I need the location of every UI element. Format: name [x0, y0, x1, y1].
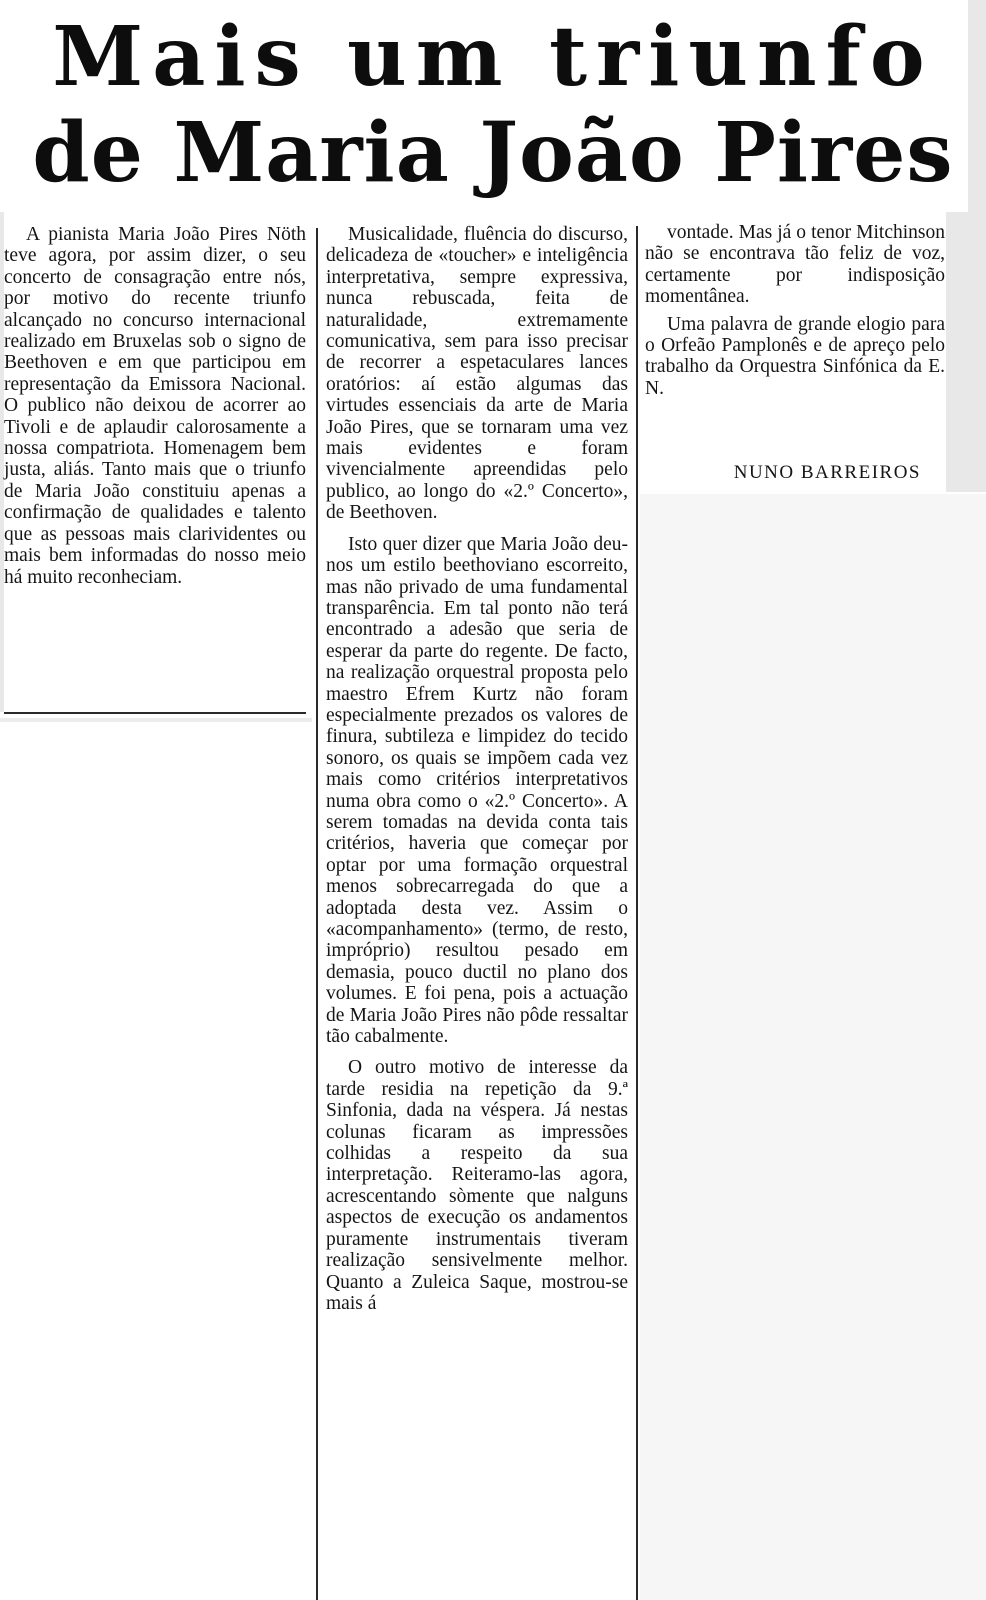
column-divider-1 — [316, 228, 318, 1600]
column-3-paragraph: vontade. Mas já o tenor Mitchinson não se encontrava tão feliz de voz, certamente por indisposição momentânea. — [645, 222, 945, 308]
author-byline: NUNO BARREIROS — [733, 462, 921, 483]
paper-shade-under-col1 — [0, 718, 312, 722]
article-column-3 — [645, 222, 945, 399]
article-column-2 — [326, 224, 628, 1314]
headline-line-2: de Maria João Pires — [32, 105, 954, 201]
paper-shade-right — [946, 212, 986, 492]
headline-line-1: Mais um triunfo — [52, 9, 934, 105]
column-1-paragraph: A pianista Maria João Pires Nöth teve agora, por assim dizer, o seu concerto de consagração entre nós, por motivo do recente triunfo alcançado no concurso internacional realizado em Bruxelas sob o signo de Beethoven e em que participou em representação da Emissora Nacional. O publico não deixou de acorrer ao Tivoli e de aplaudir calorosamente a nossa compatriota. Homenagem bem justa, aliás. Tanto mais que o triunfo de Maria João constituiu apenas a confirmação de qualidades e talento que as pessoas mais clarividentes ou mais bem informadas do nosso meio há muito reconheciam. — [4, 224, 306, 588]
column-1-bottom-rule — [4, 712, 306, 714]
column-2-paragraph: Musicalidade, fluência do discurso, delicadeza de «toucher» e inteligência interpretativa, sempre expressiva, nunca rebuscada, feita de naturalidade, extremamente comunicativa, sem para isso precisar de recorrer a espetaculares lances oratórios: aí estão algumas das virtudes essenciais da arte de Maria João Pires, que se tornaram uma vez mais evidentes e foram vivencialmente apreendidas pelo publico, ao longo do «2.º Concerto», de Beethoven. — [326, 224, 628, 524]
paper-shade-right-lower — [640, 494, 986, 1600]
column-2-paragraph: Isto quer dizer que Maria João deu-nos um estilo beethoviano escorreito, mas não privado de uma fundamental transparência. Em tal ponto não terá encontrado a adesão que seria de esperar da parte do regente. De facto, na realização orquestral proposta pelo maestro Efrem Kurtz não foram especialmente prezados os valores de finura, subtileza e limpidez do tecido sonoro, os quais se impõem cada vez mais como critérios interpretativos numa obra como o «2.º Concerto». A serem tomadas na devida conta tais critérios, haveria que começar por optar por uma formação orquestral menos sobrecarregada do que a adoptada desta vez. Assim o «acompanhamento» (termo, de resto, impróprio) resultou pesado em demasia, pouco ductil no plano dos volumes. E foi pena, pois a actuação de Maria João Pires não pôde ressaltar tão cabalmente. — [326, 533, 628, 1048]
column-2-paragraph: O outro motivo de interesse da tarde residia na repetição da 9.ª Sinfonia, dada na véspera. Já nestas colunas ficaram as impressões colhidas a respeito da sua interpretação. Reiteramo-las agora, acrescentando sòmente que nalguns aspectos de execução os andamentos puramente instrumentais tiveram realização sensivelmente melhor. Quanto a Zuleica Saque, mostrou-se mais á — [326, 1057, 628, 1314]
column-divider-2 — [636, 226, 638, 1600]
column-3-paragraph: Uma palavra de grande elogio para o Orfeão Pamplonês e de apreço pelo trabalho da Orquestra Sinfónica da E. N. — [645, 313, 945, 399]
article-column-1 — [4, 224, 306, 588]
